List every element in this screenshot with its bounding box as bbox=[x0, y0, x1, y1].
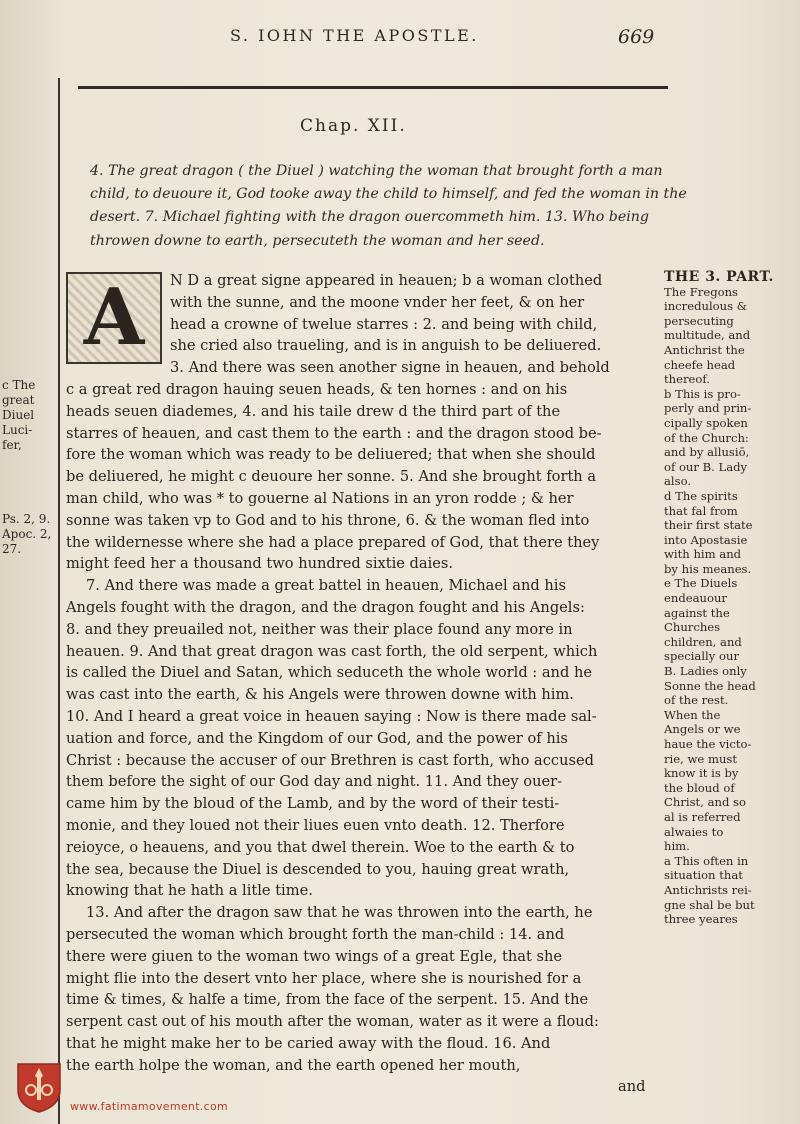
margin-note-line: with him and bbox=[664, 547, 742, 562]
margin-note-line: The Fregons bbox=[664, 284, 739, 299]
margin-note-line: specially our bbox=[664, 649, 739, 664]
body-line: man child, who was * to gouerne al Nations in an yron rodde ; & her bbox=[66, 489, 574, 507]
argument-line: desert. 7. Michael fighting with the dragon ouercommeth him. 13. Who being bbox=[90, 209, 649, 226]
scripture-ref-line: Apoc. 2, bbox=[2, 527, 52, 541]
margin-note-line: Antichrist the bbox=[664, 342, 745, 357]
body-line: heauen. 9. And that great dragon was cast forth, the old serpent, which bbox=[66, 642, 598, 660]
right-margin-notes bbox=[664, 270, 772, 927]
body-line: 3. And there was seen another signe in heauen, and behold bbox=[170, 359, 610, 377]
margin-note-line: three yeares bbox=[664, 912, 738, 927]
margin-note-line: of the Church: bbox=[664, 430, 749, 445]
margin-note-line: and by allusiō, bbox=[664, 445, 750, 460]
body-line: there were giuen to the woman two wings of a great Egle, that she bbox=[66, 947, 563, 965]
argument-line: 4. The great dragon ( the Diuel ) watching the woman that brought forth a man bbox=[90, 163, 663, 179]
body-line: N D a great signe appeared in heauen; b a woman clothed bbox=[170, 272, 603, 289]
margin-note-line: by his meanes. bbox=[664, 561, 752, 576]
margin-note-line: cheefe head bbox=[664, 357, 736, 372]
margin-note-line: against the bbox=[664, 605, 730, 620]
margin-rule bbox=[58, 78, 60, 1124]
margin-note-line: know it is by bbox=[664, 766, 739, 781]
body-line: that he might make her to be caried away with the floud. 16. And bbox=[66, 1034, 551, 1052]
header-rule bbox=[78, 86, 668, 89]
margin-note-line: endeauour bbox=[664, 591, 727, 606]
body-line: be deliuered, he might c deuoure her sonne. 5. And she brought forth a bbox=[66, 468, 597, 486]
body-line: sonne was taken vp to God and to his throne, 6. & the woman fled into bbox=[66, 511, 590, 529]
margin-note-line: Christ, and so bbox=[664, 795, 746, 810]
margin-note-line: al is referred bbox=[664, 809, 741, 824]
page-number: 669 bbox=[618, 26, 655, 48]
margin-note-line: a This often in bbox=[664, 853, 749, 868]
body-line: heads seuen diademes, 4. and his taile drew d the third part of the bbox=[66, 402, 561, 420]
margin-note-line: Churches bbox=[664, 620, 721, 635]
margin-note-line: perly and prin- bbox=[664, 401, 752, 416]
chapter-title: Chap. XII. bbox=[300, 116, 407, 136]
body-line: 10. And I heard a great voice in heauen saying : Now is there made sal- bbox=[66, 707, 597, 725]
body-line: Christ : because the accuser of our Brethren is cast forth, who accused bbox=[66, 751, 594, 769]
left-note-line: Luci- bbox=[2, 423, 33, 437]
running-head: S. IOHN THE APOSTLE. bbox=[230, 26, 479, 45]
body-line: came him by the bloud of the Lamb, and by the word of their testi- bbox=[66, 795, 560, 813]
body-line: was cast into the earth, & his Angels were throwen downe with him. bbox=[66, 686, 574, 704]
margin-note-line: Sonne the head bbox=[664, 678, 756, 693]
body-line: 8. and they preuailed not, neither was their place found any more in bbox=[66, 620, 573, 638]
scripture-ref-line: 27. bbox=[2, 542, 22, 556]
margin-note-line: b This is pro- bbox=[664, 386, 741, 401]
body-line: time & times, & halfe a time, from the face of the serpent. 15. And the bbox=[66, 991, 589, 1009]
margin-note-line: of the rest. bbox=[664, 693, 729, 708]
body-line: reioyce, o heauens, and you that dwel therein. Woe to the earth & to bbox=[66, 838, 575, 856]
margin-note-line: Antichrists rei- bbox=[664, 882, 752, 897]
margin-note-line: d The spirits bbox=[664, 488, 738, 503]
decorated-initial-letter: A bbox=[83, 272, 145, 363]
body-line: Angels fought with the dragon, and the dragon fought and his Angels: bbox=[66, 598, 585, 616]
margin-note-line: alwaies to bbox=[664, 824, 724, 839]
margin-note-line: also. bbox=[664, 474, 692, 489]
margin-note-line: children, and bbox=[664, 634, 742, 649]
scripture-ref-line: Ps. 2, 9. bbox=[2, 512, 51, 526]
left-note-line: great bbox=[2, 393, 35, 407]
body-line: she cried also traueling, and is in anguish to be deliuered. bbox=[170, 337, 602, 355]
body-line: the sea, because the Diuel is descended to you, hauing great wrath, bbox=[66, 860, 570, 878]
body-line: with the sunne, and the moone vnder her feet, & on her bbox=[170, 293, 585, 311]
margin-note-line: situation that bbox=[664, 868, 743, 883]
margin-note-line: When the bbox=[664, 707, 721, 722]
left-note-line: Diuel bbox=[2, 408, 35, 422]
body-line: c a great red dragon hauing seuen heads, & ten hornes : and on his bbox=[66, 380, 568, 398]
left-note-line: c The bbox=[2, 378, 36, 392]
margin-note-line: thereof. bbox=[664, 372, 710, 387]
margin-note-line: e The Diuels bbox=[664, 576, 738, 591]
margin-note-line: B. Ladies only bbox=[664, 664, 747, 679]
body-line: starres of heauen, and cast them to the earth : and the dragon stood be- bbox=[66, 424, 602, 442]
margin-note-line: gne shal be but bbox=[664, 897, 755, 912]
body-line: knowing that he hath a litle time. bbox=[66, 882, 313, 900]
body-line: monie, and they loued not their liues euen vnto death. 12. Therfore bbox=[66, 816, 565, 834]
margin-note-line: Angels or we bbox=[664, 722, 741, 737]
margin-note-line: multitude, and bbox=[664, 328, 751, 343]
body-line: them before the sight of our God day and night. 11. And they ouer- bbox=[66, 773, 563, 791]
margin-note-line: haue the victo- bbox=[664, 737, 752, 751]
body-line: the earth holpe the woman, and the earth opened her mouth, bbox=[66, 1056, 521, 1074]
margin-note-line: their first state bbox=[664, 518, 753, 533]
body-line: fore the woman which was ready to be deliuered; that when she should bbox=[66, 446, 596, 464]
margin-note-line: that fal from bbox=[664, 503, 738, 518]
margin-note-line: cipally spoken bbox=[664, 415, 748, 430]
body-line: is called the Diuel and Satan, which seduceth the whole world : and he bbox=[66, 664, 592, 682]
margin-note-line: into Apostasie bbox=[664, 532, 748, 547]
part-heading: THE 3. PART. bbox=[664, 269, 774, 285]
body-line: 7. And there was made a great battel in heauen, Michael and his bbox=[86, 577, 566, 595]
body-line: the wildernesse where she had a place prepared of God, that there they bbox=[66, 533, 600, 551]
margin-note-line: him. bbox=[664, 839, 690, 854]
body-line: persecuted the woman which brought forth the man-child : 14. and bbox=[66, 925, 565, 943]
source-watermark-url: www.fatimamovement.com bbox=[70, 1100, 228, 1113]
margin-note-line: the bloud of bbox=[664, 780, 735, 795]
margin-note-line: rie, we must bbox=[664, 751, 738, 766]
chapter-body-text bbox=[66, 270, 662, 1076]
body-line: 13. And after the dragon saw that he was throwen into the earth, he bbox=[86, 904, 593, 922]
body-line: serpent cast out of his mouth after the woman, water as it were a floud: bbox=[66, 1013, 599, 1031]
body-line: head a crowne of twelue starres : 2. and being with child, bbox=[170, 315, 598, 333]
body-line: uation and force, and the Kingdom of our God, and the power of his bbox=[66, 729, 568, 747]
margin-note-line: incredulous & bbox=[664, 299, 748, 314]
left-margin-note-refs bbox=[2, 512, 51, 557]
margin-note-line: persecuting bbox=[664, 313, 734, 328]
argument-line: throwen downe to earth, persecuteth the woman and her seed. bbox=[90, 232, 545, 249]
chapter-argument bbox=[90, 160, 687, 253]
left-note-line: fer, bbox=[2, 438, 22, 452]
left-margin-note-dragon bbox=[2, 378, 35, 453]
papal-crest-icon bbox=[14, 1060, 64, 1114]
body-line: might feed her a thousand two hundred sixtie daies. bbox=[66, 555, 453, 573]
margin-note-line: of our B. Lady bbox=[664, 459, 748, 474]
argument-line: child, to deuoure it, God tooke away the child to himself, and fed the woman in the bbox=[90, 186, 687, 203]
body-line: might flie into the desert vnto her place, where she is nourished for a bbox=[66, 969, 582, 987]
catchword: and bbox=[618, 1078, 646, 1095]
